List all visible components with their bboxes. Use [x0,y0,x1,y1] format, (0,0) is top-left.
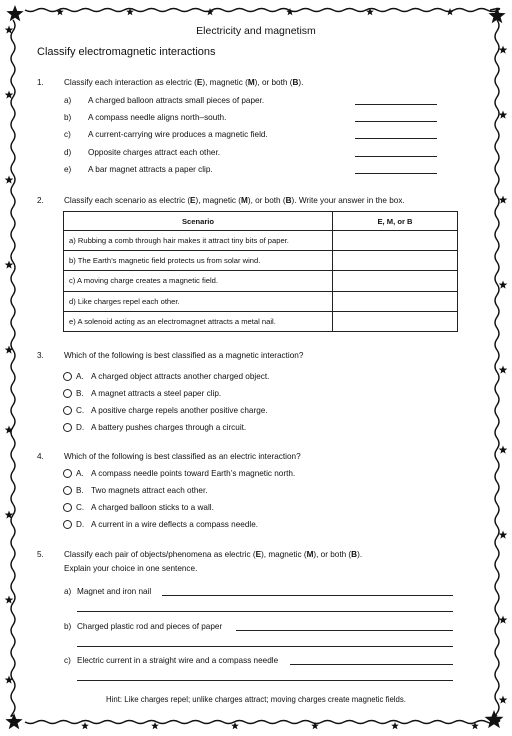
radio-button[interactable] [63,372,72,381]
option-text: A battery pushes charges through a circuit. [91,423,247,432]
answer-option[interactable] [63,389,221,398]
answer-box[interactable] [333,231,458,251]
option-letter: C. [76,406,85,415]
star-icon [499,281,508,289]
answer-option[interactable] [63,423,246,432]
answer-box[interactable] [333,251,458,271]
answer-option[interactable] [63,486,208,495]
star-icon [446,8,454,15]
item-text: Opposite charges attract each other. [88,148,220,157]
question-3-text: Which of the following is best classified as a magnetic interaction? [64,351,304,360]
wavy-border-line [25,721,500,724]
answer-option[interactable] [63,520,258,529]
item-letter: b) [64,113,72,122]
item-text: A compass needle aligns north–south. [88,113,227,122]
option-letter: B. [76,389,84,398]
item-letter: a) [64,96,72,105]
star-icon [5,426,14,434]
item-letter: b) [64,622,72,631]
table-row [64,251,458,271]
option-text: A positive charge repels another positive charge. [91,406,268,415]
star-icon [5,596,14,604]
option-text: A magnet attracts a steel paper clip. [91,389,222,398]
question-2-text: Classify each scenario as electric (E), magnetic (M), or both (B). Write your answer in the box. [64,196,405,205]
option-letter: C. [76,503,85,512]
question-3-number: 3. [37,351,44,360]
option-text: Two magnets attract each other. [91,486,208,495]
item-letter: d) [64,148,72,157]
scenario-cell: a) Rubbing a comb through hair makes it attract tiny bits of paper. [64,231,333,251]
hint-text: Hint: Like charges repel; unlike charges attract; moving charges create magnetic fields. [106,695,406,704]
item-letter: c) [64,130,71,139]
item-text: Magnet and iron nail [77,587,152,596]
radio-button[interactable] [63,503,72,512]
item-text: Electric current in a straight wire and a compass needle [77,656,279,665]
star-icon [499,446,508,454]
scenario-column-header: Scenario [64,212,333,231]
answer-blank[interactable] [355,173,437,174]
star-icon [499,616,508,624]
answer-line[interactable] [77,611,453,612]
option-letter: A. [76,469,84,478]
scenario-table [63,211,458,332]
item-letter: a) [64,587,72,596]
answer-box[interactable] [333,271,458,291]
answer-option[interactable] [63,372,269,381]
radio-button[interactable] [63,423,72,432]
question-5-text: Classify each pair of objects/phenomena as electric (E), magnetic (M), or both (B). [64,550,363,559]
option-text: A charged object attracts another charged object. [91,372,270,381]
question-4-text: Which of the following is best classified as an electric interaction? [64,452,301,461]
option-text: A current in a wire deflects a compass needle. [91,520,259,529]
wavy-border-line [11,20,15,716]
radio-button[interactable] [63,486,72,495]
scenario-cell: d) Like charges repel each other. [64,291,333,311]
answer-blank[interactable] [355,104,437,105]
answer-line[interactable] [77,680,453,681]
star-icon [499,111,508,119]
option-letter: B. [76,486,84,495]
scenario-cell: b) The Earth’s magnetic field protects us from solar wind. [64,251,333,271]
answer-blank[interactable] [355,121,437,122]
star-icon [499,46,508,54]
answer-option[interactable] [63,469,295,478]
answer-line[interactable] [290,664,453,665]
answer-blank[interactable] [355,156,437,157]
star-icon [499,531,508,539]
option-letter: D. [76,423,85,432]
option-letter: A. [76,372,84,381]
question-4-number: 4. [37,452,44,461]
table-row [64,271,458,291]
radio-button[interactable] [63,406,72,415]
question-5-instruction: Explain your choice in one sentence. [64,564,198,573]
star-icon [5,176,14,184]
option-text: A charged balloon sticks to a wall. [91,503,214,512]
answer-column-header: E, M, or B [333,212,458,231]
table-row [64,291,458,311]
answer-line[interactable] [77,646,453,647]
star-icon [6,5,23,21]
question-2-number: 2. [37,196,44,205]
star-icon [499,366,508,374]
question-1-text: Classify each interaction as electric (E), magnetic (M), or both (B). [64,78,304,87]
radio-button[interactable] [63,389,72,398]
star-icon [499,196,508,204]
item-text: A charged balloon attracts small pieces of paper. [88,96,265,105]
item-text: A bar magnet attracts a paper clip. [88,165,213,174]
scenario-cell: e) A solenoid acting as an electromagnet attracts a metal nail. [64,311,333,331]
star-icon [81,722,89,729]
question-1-number: 1. [37,78,44,87]
answer-box[interactable] [333,311,458,331]
worksheet-title: Electricity and magnetism [196,25,316,37]
scenario-cell: c) A moving charge creates a magnetic field. [64,271,333,291]
star-icon [485,710,504,728]
answer-blank[interactable] [355,138,437,139]
item-text: A current-carrying wire produces a magnetic field. [88,130,268,139]
item-letter: e) [64,165,72,174]
answer-option[interactable] [63,503,214,512]
table-row [64,231,458,251]
table-row [64,311,458,331]
answer-option[interactable] [63,406,268,415]
question-5-number: 5. [37,550,44,559]
answer-line[interactable] [162,595,453,596]
item-letter: c) [64,656,71,665]
option-letter: D. [76,520,85,529]
wavy-border-line [495,20,499,716]
wavy-border-line [25,9,500,12]
item-text: Charged plastic rod and pieces of paper [77,622,223,631]
answer-box[interactable] [333,291,458,311]
answer-line[interactable] [236,630,453,631]
star-icon [5,713,22,729]
worksheet-subtitle: Classify electromagnetic interactions [37,46,216,58]
radio-button[interactable] [63,520,72,529]
star-icon [391,722,399,729]
radio-button[interactable] [63,469,72,478]
option-text: A compass needle points toward Earth’s magnetic north. [91,469,296,478]
